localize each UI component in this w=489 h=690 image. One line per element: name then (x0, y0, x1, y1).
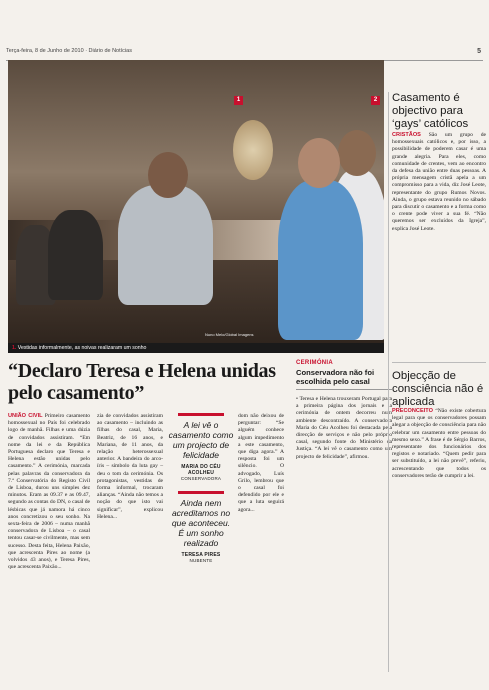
photo-caption (8, 343, 384, 353)
column-lead: PRECONCEITO (392, 408, 433, 414)
wedding-photo (8, 60, 384, 343)
quote-bar (178, 491, 224, 494)
caption-text: Vestidas informalmente, as noivas realizaram um sonho (17, 345, 147, 351)
column-text: Primeiro casamento homossexual no País foi celebrado logo de manhã. Filhas e uma dúzia de convidados assistiram. “Em nome da lei e da República Portuguesa declaro que Teresa e Helena estão unidas pelo casamento.” A cerimónia, marcada pelas palavras da conservadora da 7.ª Conservatória do Registo Civil de Lisboa, durou uns simples dez minutos. Eram as 09.37 e as 09.47, segundo as contas do DN, o casal de lésbicas que já namora há cinco anos concretizou o seu sonho. Na sexta-feira de 2006 – numa manhã conservadora de Lisboa – o casal tentou casar-se civilmente, mas sem sucesso. Desta feita, Helena Paixão, que acrescenta Pires ao nome (a volvidos 43 anos), e Teresa Pires, que acrescenta Paixão... (8, 413, 90, 571)
page-number: 5 (477, 48, 481, 55)
author-name: MARIA DO CÉU ACOLHEU (181, 464, 221, 476)
photo-bride-standing-head (338, 130, 376, 176)
photo-lamp (233, 120, 273, 180)
headline: “Declaro Teresa e Helena unidas pelo casamento” (8, 360, 276, 404)
column-text: • Teresa e Helena trouxeram Portugal para a primeira página dos jornais e a cerimónia de ontem decorreu num ambiente descontraído. A conservadora Maria do Céu Acolheu foi destacada pela direcção de serviços e não pelo próprio casal, segundo fonte do Ministério da Justiça. “A lei vê o casamento como um projecto de felicidade”, afirmou. (296, 396, 392, 460)
article-column-3 (238, 413, 284, 514)
pull-quote-text: A lei vê o casamento como um projecto de felicidade (168, 420, 234, 460)
divider (296, 389, 392, 390)
sidebar-tag: CERIMÓNIA (296, 360, 334, 366)
author-role: NUBENTE (189, 558, 213, 563)
running-head-text: Terça-feira, 8 de Junho de 2010 · Diário de Notícias (6, 48, 132, 54)
photo-credit: Nuno Melo/Global Imagens (205, 332, 254, 337)
column-text: “Não existe cobertura legal para que os conservadores possam alegar a objecção de consciência para não celebrar um casamento entre pessoas do mesmo sexo.” A frase é de Sérgio Barros, representante dos funcionários dos registos e notariado. “Quem pedir para ser substituído, a lei não prevê”, referiu, acrescentando que todos os conservadores terão de cumprir a lei. (392, 408, 487, 479)
photo-bride-blue (278, 180, 363, 340)
author-name: TERESA PIRES (181, 552, 221, 558)
right-article-title: Casamento é objectivo para ‘gays’ católicos (392, 92, 469, 130)
column-text: zia de convidados assistiram ao casamento – incluindo as filhas do casal, Maria, Beatriz, de 16 anos, e Mariana, de 11 anos, da relação heterossexual anterior. A bandeira do arco-íris – símbolo da luta gay – deu o tom da cerimónia. Os protagonistas, vestidas de forma informal, trocaram alianças. “Ainda não temos a noção do que isto vai significar”, explicou Helena... (97, 413, 163, 520)
quote-bar (178, 413, 224, 416)
pull-quote-text: Ainda nem acreditamos no que aconteceu. É um sonho realizado (171, 498, 231, 548)
photo-bride-seated (118, 185, 213, 305)
column-divider (388, 92, 389, 672)
right-article-title-2: Objecção de consciência não é aplicada (392, 370, 484, 408)
caption-number: 1. (12, 345, 17, 351)
column-text: dom não deixou de perguntar: “Se alguém conhece algum impedimento a este casamento, que diga agora.” A resposta foi um silêncio. O advogado, Luís Grilo, lembrou que o casal foi defendido por ele e que a luta seguirá agora... (238, 413, 284, 513)
column-lead: CRISTÃOS (392, 132, 421, 138)
pull-quote-author (168, 552, 234, 563)
divider (392, 362, 486, 363)
article-column-1 (8, 413, 90, 571)
photo-number-tag: 2 (371, 96, 380, 105)
sidebar-text (296, 396, 392, 461)
photo-bride-seated-head (148, 152, 188, 198)
photo-bride-blue-head (298, 138, 340, 188)
column-lead: UNIÃO CIVIL (8, 413, 43, 419)
pull-quotes (168, 413, 234, 563)
photo-number-tag: 1 (234, 96, 243, 105)
photo-guest (48, 210, 103, 300)
pull-quote-author (168, 464, 234, 481)
right-article-body (392, 132, 486, 233)
sidebar-title: Conservadora não foi escolhida pelo casal (296, 368, 375, 386)
article-column-2 (97, 413, 163, 521)
sidebar-header (296, 360, 392, 390)
column-text: São um grupo de homossexuais católicos e, por isso, a possibilidade de poderem casar é uma grande alegria. Para eles, como comunidade de crentes, vem ao encontro da defesa da união entre duas pessoas. A própria mensagem cristã apela a um compromisso para a vida, diz José Leote, representante do grupo Rumos Novos. Ainda, o grupo estava reunido no sábado para discutir o casamento e a forma como o crente pode viver a sua fé. “Não queremos ser excluídos da Igreja”, explica José Leote. (392, 132, 486, 232)
right-article-body-2 (392, 408, 486, 480)
author-role: CONSERVADORA (180, 476, 222, 481)
